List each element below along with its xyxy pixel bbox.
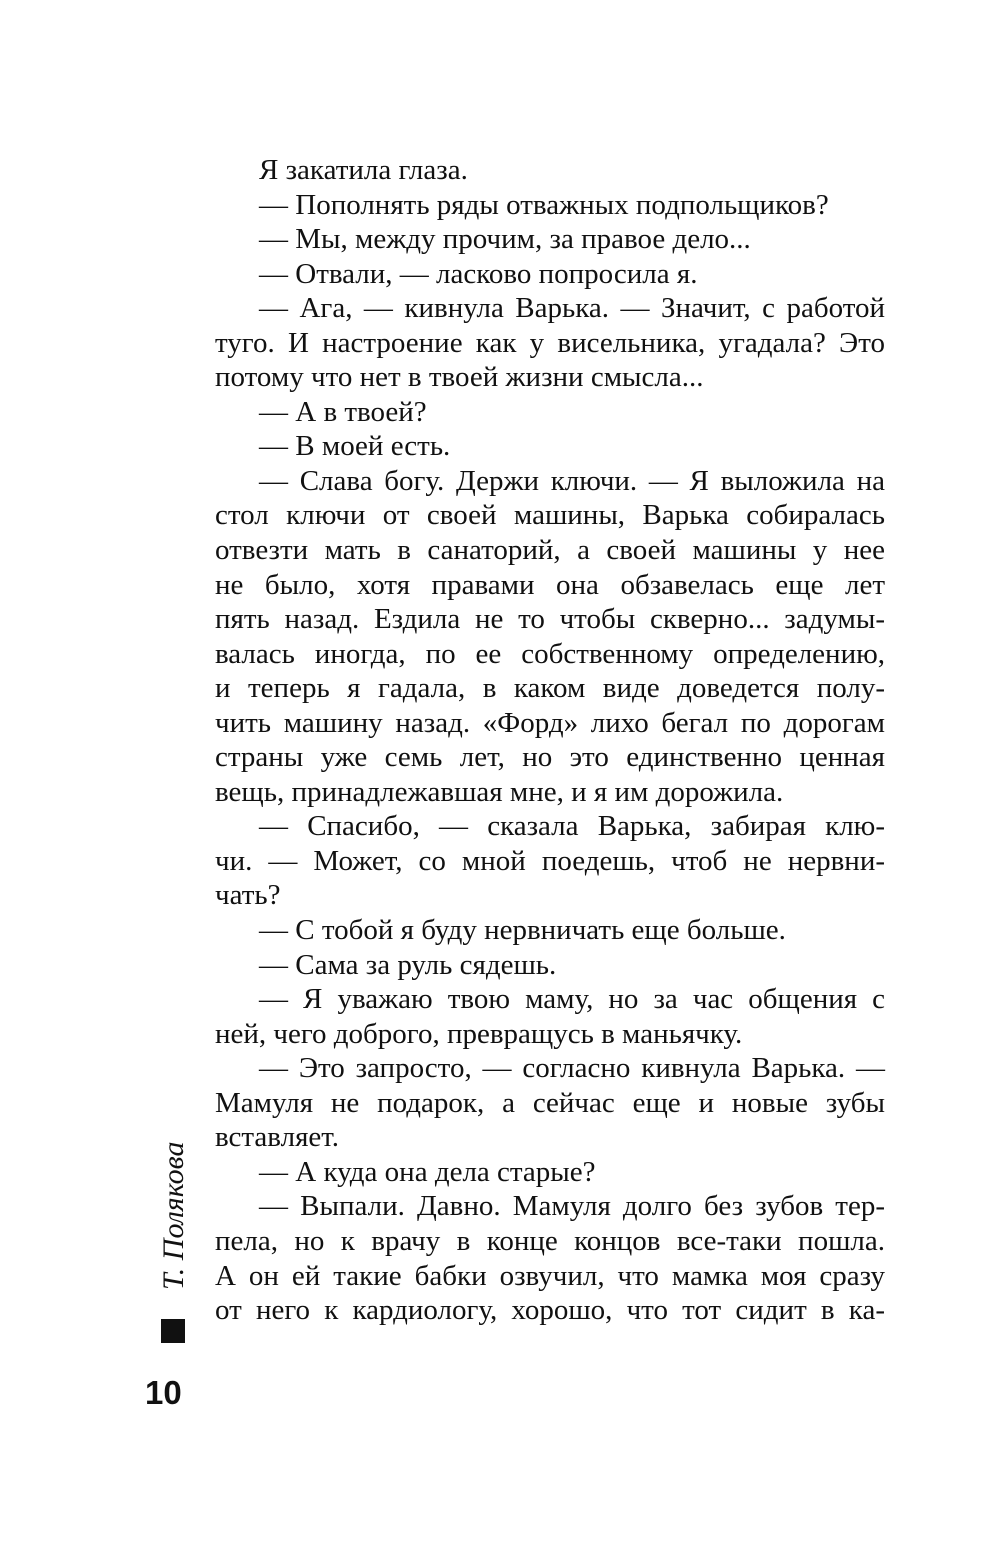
text-line: не было, хотя правами она обзавелась еще лет	[215, 568, 885, 601]
text-line: — Спасибо, — сказала Варька, забирая клю-	[259, 810, 885, 843]
text-line: чить машину назад. «Форд» лихо бегал по дорогам	[215, 706, 885, 739]
text-line: — Отвали, — ласково попросила я.	[259, 257, 698, 290]
text-line: потому что нет в твоей жизни смысла...	[215, 361, 704, 394]
text-line: — А куда она дела старые?	[259, 1155, 596, 1188]
text-line: страны уже семь лет, но это единственно ценная	[215, 741, 885, 774]
text-line: пела, но к врачу в конце концов все-таки пошла.	[215, 1224, 885, 1257]
text-line: — Я уважаю твою маму, но за час общения с	[259, 983, 885, 1016]
text-line: ней, чего доброго, превращусь в маньячку.	[215, 1017, 743, 1050]
text-line: чать?	[215, 879, 281, 912]
body-text	[215, 153, 885, 1328]
running-head-square-marker	[161, 1319, 185, 1343]
text-line: Мамуля не подарок, а сейчас еще и новые зубы	[215, 1086, 885, 1119]
text-line: от него к кардиологу, хорошо, что тот сидит в ка-	[215, 1294, 885, 1327]
text-line: чи. — Может, со мной поедешь, чтоб не нервни-	[215, 844, 885, 877]
text-line: — Пополнять ряды отважных подпольщиков?	[259, 188, 829, 221]
text-line: пять назад. Ездила не то чтобы скверно... задумы-	[215, 603, 885, 636]
text-line: вещь, принадлежавшая мне, и я им дорожила.	[215, 775, 784, 808]
text-line: — Мы, между прочим, за правое дело...	[259, 223, 751, 256]
text-line: — Ага, — кивнула Варька. — Значит, с работой	[259, 292, 885, 325]
text-line: — В моей есть.	[259, 430, 451, 463]
text-line: — А в твоей?	[259, 395, 427, 428]
text-line: — С тобой я буду нервничать еще больше.	[259, 914, 786, 947]
text-line: вставляет.	[215, 1121, 340, 1154]
text-line: и теперь я гадала, в каком виде доведется полу-	[215, 672, 885, 705]
text-line: — Слава богу. Держи ключи. — Я выложила на	[259, 464, 885, 497]
text-line: отвезти мать в санаторий, а своей машины у нее	[215, 534, 885, 567]
text-line: — Это запросто, — согласно кивнула Варька. —	[259, 1052, 885, 1085]
page-number: 10	[145, 1374, 182, 1411]
text-line: А он ей такие бабки озвучил, что мамка моя сразу	[215, 1259, 885, 1292]
text-line: валась иногда, по ее собственному определению,	[215, 637, 885, 670]
running-head-author: Т. Полякова	[157, 1141, 190, 1290]
text-line: — Сама за руль сядешь.	[259, 948, 557, 981]
text-line: туго. И настроение как у висельника, угадала? Это	[215, 326, 885, 359]
text-line: — Выпали. Давно. Мамуля долго без зубов тер-	[259, 1190, 885, 1223]
text-line: Я закатила глаза.	[259, 154, 468, 186]
text-line: стол ключи от своей машины, Варька собиралась	[215, 499, 885, 532]
